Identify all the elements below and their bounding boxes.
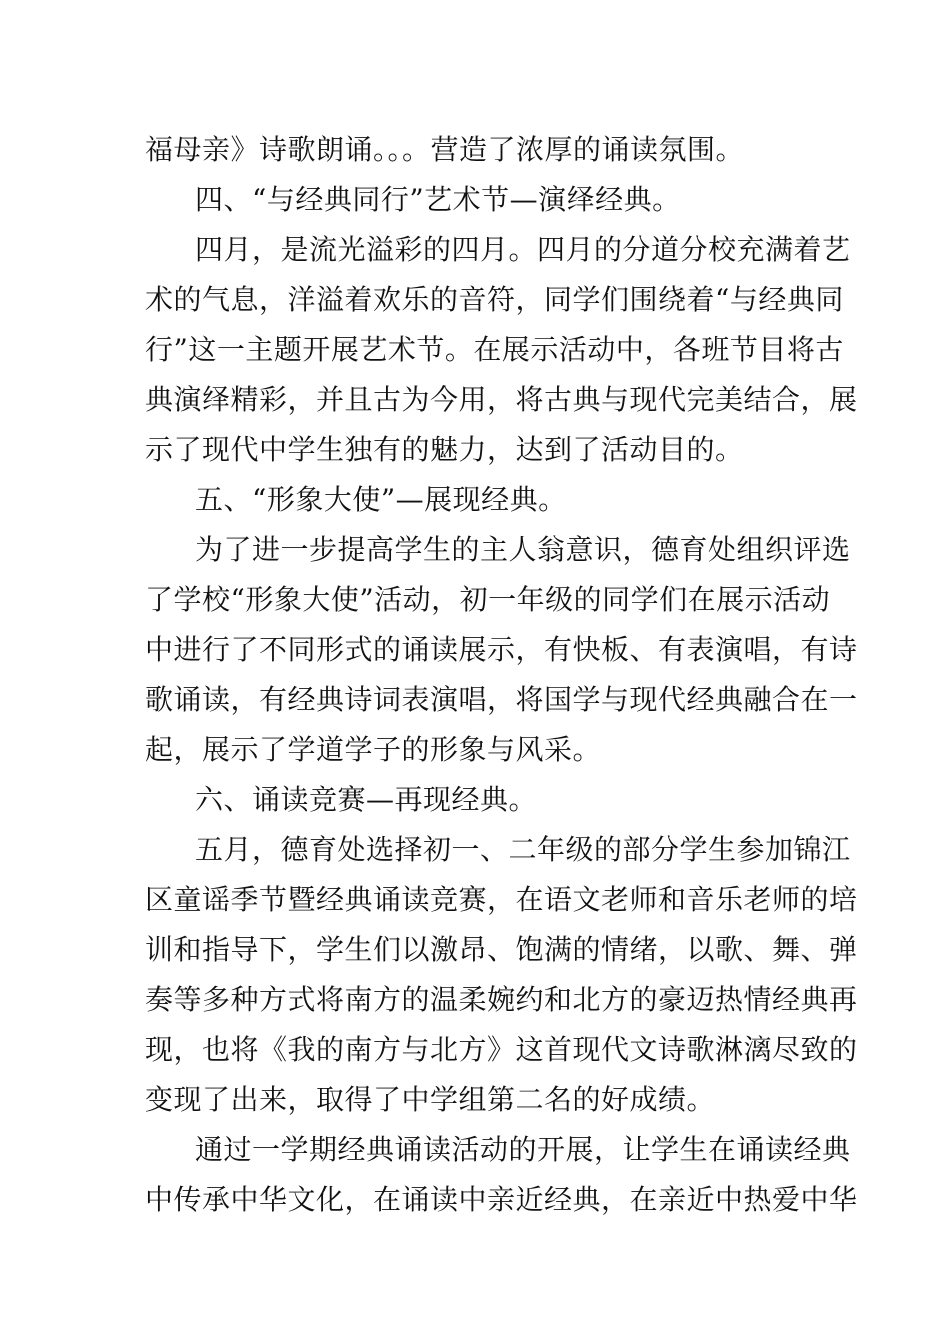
text-line: 变现了出来，取得了中学组第二名的好成绩。 <box>145 1083 716 1116</box>
text-line: 奏等多种方式将南方的温柔婉约和北方的豪迈热情经典再 <box>145 983 858 1016</box>
text-line: 中传承中华文化，在诵读中亲近经典，在亲近中热爱中华 <box>145 1183 858 1216</box>
text-line: 典演绎精彩，并且古为今用，将古典与现代完美结合，展 <box>145 383 858 416</box>
text-line: 福母亲》诗歌朗诵。。。营造了浓厚的诵读氛围。 <box>145 133 745 166</box>
text-line: 为了进一步提高学生的主人翁意识，德育处组织评选 <box>195 533 851 566</box>
text-line: 现，也将《我的南方与北方》这首现代文诗歌淋漓尽致的 <box>145 1033 858 1066</box>
text-line: 起，展示了学道学子的形象与风采。 <box>145 733 602 766</box>
text-line: 行”这一主题开展艺术节。在展示活动中，各班节目将古 <box>145 333 844 366</box>
section-heading: 四、“与经典同行”艺术节—演绎经典。 <box>195 183 681 216</box>
text-line: 四月，是流光溢彩的四月。四月的分道分校充满着艺 <box>195 233 851 266</box>
section-heading: 六、诵读竞赛—再现经典。 <box>195 783 538 816</box>
text-line: 示了现代中学生独有的魅力，达到了活动目的。 <box>145 433 744 466</box>
text-line: 中进行了不同形式的诵读展示，有快板、有表演唱，有诗 <box>145 633 858 666</box>
text-line: 了学校“形象大使”活动，初一年级的同学们在展示活动 <box>145 583 831 616</box>
text-line: 五月，德育处选择初一、二年级的部分学生参加锦江 <box>195 833 851 866</box>
text-line: 歌诵读，有经典诗词表演唱，将国学与现代经典融合在一 <box>145 683 858 716</box>
text-line: 区童谣季节暨经典诵读竞赛，在语文老师和音乐老师的培 <box>145 883 858 916</box>
text-line: 通过一学期经典诵读活动的开展，让学生在诵读经典 <box>195 1133 851 1166</box>
section-heading: 五、“形象大使”—展现经典。 <box>195 483 567 516</box>
text-line: 训和指导下，学生们以激昂、饱满的情绪，以歌、舞、弹 <box>145 933 858 966</box>
text-line: 术的气息，洋溢着欢乐的音符，同学们围绕着“与经典同 <box>145 283 844 316</box>
